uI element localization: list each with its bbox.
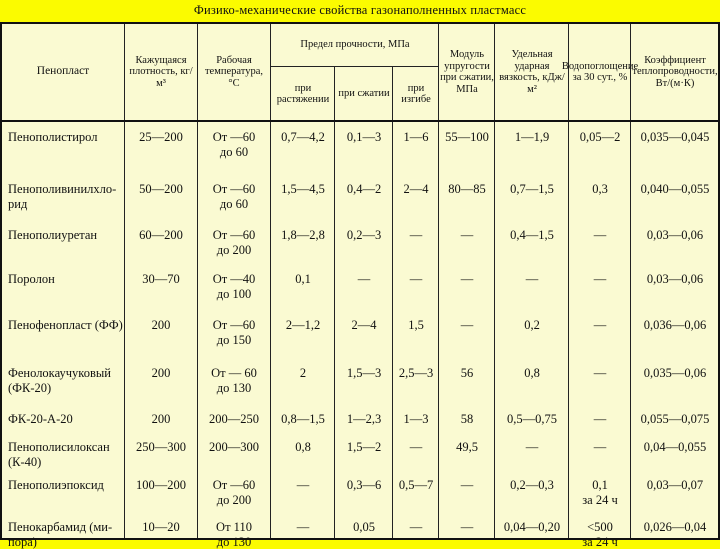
cell-water-absorption: — bbox=[593, 272, 607, 286]
cell-temperature: 200—300 bbox=[209, 440, 259, 454]
row-material-name-cont: рид bbox=[8, 197, 28, 211]
cell-temperature-cont: до 60 bbox=[219, 197, 249, 211]
row-material-name: Фенолокаучуковый bbox=[8, 366, 111, 380]
cell-density: 10—20 bbox=[142, 520, 180, 534]
cell-temperature: От —40 bbox=[212, 272, 256, 286]
header-water-absorption: Водопоглощение за 30 сут., % bbox=[561, 60, 639, 83]
cell-compression: 0,05 bbox=[353, 520, 375, 534]
cell-density: 30—70 bbox=[142, 272, 180, 286]
cell-bending: — bbox=[409, 520, 423, 534]
header-modulus: Модуль упругости при сжатии, МПа bbox=[440, 49, 494, 95]
cell-modulus: — bbox=[460, 520, 474, 534]
cell-water-absorption-note: за 24 ч bbox=[582, 535, 618, 549]
col-divider bbox=[197, 24, 198, 538]
header-temperature: Рабочая температура, °С bbox=[204, 54, 264, 89]
col-divider bbox=[630, 24, 631, 538]
header-density: Кажущаяся плотность, кг/м³ bbox=[129, 54, 193, 89]
cell-temperature: От —60 bbox=[212, 130, 256, 144]
cell-compression: 0,1—3 bbox=[346, 130, 382, 144]
cell-temperature: От — 60 bbox=[211, 366, 257, 380]
cell-temperature: От —60 bbox=[212, 478, 256, 492]
cell-water-absorption: — bbox=[593, 228, 607, 242]
cell-impact: — bbox=[525, 272, 539, 286]
cell-water-absorption: — bbox=[593, 440, 607, 454]
cell-density: 200 bbox=[151, 412, 171, 426]
cell-temperature-cont: до 130 bbox=[216, 535, 252, 549]
cell-modulus: 49,5 bbox=[456, 440, 478, 454]
row-material-name-cont: (К-40) bbox=[8, 455, 42, 469]
cell-tension: — bbox=[296, 478, 310, 492]
row-material-name: Пенофенопласт (ФФ) bbox=[8, 318, 123, 332]
cell-conductivity: 0,035—0,045 bbox=[640, 130, 710, 144]
cell-bending: 1—6 bbox=[403, 130, 429, 144]
cell-water-absorption: <500 bbox=[587, 520, 613, 534]
cell-temperature: От 110 bbox=[216, 520, 252, 534]
col-divider bbox=[438, 24, 439, 538]
cell-compression: 0,4—2 bbox=[346, 182, 382, 196]
cell-compression: 2—4 bbox=[351, 318, 377, 332]
cell-temperature-cont: до 60 bbox=[219, 145, 249, 159]
cell-temperature-cont: до 200 bbox=[216, 493, 252, 507]
header-conductivity: Коэффициент теплопроводности, Вт/(м·К) bbox=[632, 54, 718, 89]
cell-conductivity: 0,03—0,06 bbox=[646, 228, 704, 242]
cell-conductivity: 0,040—0,055 bbox=[640, 182, 710, 196]
cell-tension: 2—1,2 bbox=[285, 318, 321, 332]
cell-conductivity: 0,03—0,07 bbox=[646, 478, 704, 492]
cell-tension: — bbox=[296, 520, 310, 534]
row-material-name: Пенополиуретан bbox=[8, 228, 98, 242]
cell-compression: 0,2—3 bbox=[346, 228, 382, 242]
subheader-divider bbox=[270, 66, 438, 67]
row-material-name: Пенокарбамид (ми- bbox=[8, 520, 113, 534]
cell-water-absorption: — bbox=[593, 366, 607, 380]
cell-conductivity: 0,03—0,06 bbox=[646, 272, 704, 286]
cell-impact: 0,5—0,75 bbox=[507, 412, 557, 426]
cell-temperature-cont: до 150 bbox=[216, 333, 252, 347]
cell-tension: 0,8—1,5 bbox=[281, 412, 325, 426]
col-divider bbox=[124, 24, 125, 538]
cell-conductivity: 0,035—0,06 bbox=[643, 366, 707, 380]
cell-bending: 1—3 bbox=[403, 412, 429, 426]
cell-compression: — bbox=[357, 272, 371, 286]
header-compression: при сжатии bbox=[338, 88, 390, 100]
cell-temperature: От —60 bbox=[212, 318, 256, 332]
cell-bending: 2—4 bbox=[403, 182, 429, 196]
cell-modulus: — bbox=[460, 272, 474, 286]
cell-impact: 0,2—0,3 bbox=[510, 478, 554, 492]
cell-water-absorption: 0,1 bbox=[592, 478, 608, 492]
row-material-name: Пенополисилоксан bbox=[8, 440, 110, 454]
cell-compression: 0,3—6 bbox=[346, 478, 382, 492]
cell-temperature-cont: до 100 bbox=[216, 287, 252, 301]
row-material-name: Пенополиэпоксид bbox=[8, 478, 104, 492]
cell-impact: 0,04—0,20 bbox=[503, 520, 561, 534]
row-material-name: Пенополистирол bbox=[8, 130, 98, 144]
col-divider bbox=[334, 66, 335, 538]
cell-water-absorption-note: за 24 ч bbox=[582, 493, 618, 507]
cell-bending: 1,5 bbox=[408, 318, 424, 332]
cell-modulus: 56 bbox=[460, 366, 474, 380]
cell-conductivity: 0,04—0,055 bbox=[643, 440, 707, 454]
cell-modulus: — bbox=[460, 318, 474, 332]
row-material-name-cont: (ФК-20) bbox=[8, 381, 52, 395]
cell-bending: — bbox=[409, 440, 423, 454]
cell-bending: — bbox=[409, 228, 423, 242]
cell-impact: 0,2 bbox=[524, 318, 540, 332]
header-strength: Предел прочности, МПа bbox=[300, 39, 410, 51]
table-title: Физико-механические свойства газонаполненных пластмасс bbox=[193, 3, 527, 17]
cell-modulus: 55—100 bbox=[445, 130, 489, 144]
cell-bending: — bbox=[409, 272, 423, 286]
cell-density: 200 bbox=[151, 366, 171, 380]
cell-modulus: — bbox=[460, 478, 474, 492]
cell-temperature: От —60 bbox=[212, 182, 256, 196]
cell-temperature-cont: до 200 bbox=[216, 243, 252, 257]
header-impact: Удельная ударная вязкость, кДж/м² bbox=[499, 49, 565, 95]
cell-compression: 1—2,3 bbox=[346, 412, 382, 426]
cell-modulus: 58 bbox=[460, 412, 474, 426]
row-material-name: Поролон bbox=[8, 272, 55, 286]
cell-water-absorption: 0,05—2 bbox=[579, 130, 621, 144]
header-divider bbox=[2, 120, 718, 122]
col-divider bbox=[270, 24, 271, 538]
cell-tension: 0,1 bbox=[295, 272, 311, 286]
cell-density: 200 bbox=[151, 318, 171, 332]
cell-temperature: От —60 bbox=[212, 228, 256, 242]
header-tension: при растяжении bbox=[276, 82, 330, 105]
cell-impact: 0,8 bbox=[524, 366, 540, 380]
cell-impact: 0,7—1,5 bbox=[510, 182, 554, 196]
cell-impact: 1—1,9 bbox=[514, 130, 550, 144]
cell-compression: 1,5—2 bbox=[346, 440, 382, 454]
cell-bending: 0,5—7 bbox=[398, 478, 434, 492]
cell-temperature-cont: до 130 bbox=[216, 381, 252, 395]
properties-table bbox=[0, 22, 720, 549]
cell-water-absorption: — bbox=[593, 318, 607, 332]
cell-density: 250—300 bbox=[136, 440, 186, 454]
cell-density: 60—200 bbox=[139, 228, 183, 242]
row-material-name: Пенополивинилхло- bbox=[8, 182, 117, 196]
col-divider bbox=[392, 66, 393, 538]
cell-impact: 0,4—1,5 bbox=[510, 228, 554, 242]
cell-conductivity: 0,055—0,075 bbox=[640, 412, 710, 426]
cell-impact: — bbox=[525, 440, 539, 454]
cell-conductivity: 0,026—0,04 bbox=[643, 520, 707, 534]
cell-density: 100—200 bbox=[136, 478, 186, 492]
row-material-name: ФК-20-А-20 bbox=[8, 412, 73, 426]
cell-modulus: 80—85 bbox=[448, 182, 486, 196]
cell-density: 50—200 bbox=[139, 182, 183, 196]
cell-temperature: 200—250 bbox=[209, 412, 259, 426]
cell-tension: 2 bbox=[299, 366, 307, 380]
cell-compression: 1,5—3 bbox=[346, 366, 382, 380]
cell-water-absorption: 0,3 bbox=[592, 182, 608, 196]
cell-bending: 2,5—3 bbox=[398, 366, 434, 380]
cell-density: 25—200 bbox=[139, 130, 183, 144]
cell-tension: 1,8—2,8 bbox=[281, 228, 325, 242]
cell-tension: 0,8 bbox=[295, 440, 311, 454]
col-divider bbox=[568, 24, 569, 538]
col-divider bbox=[494, 24, 495, 538]
cell-conductivity: 0,036—0,06 bbox=[643, 318, 707, 332]
cell-tension: 1,5—4,5 bbox=[281, 182, 325, 196]
header-bending: при изгибе bbox=[401, 82, 431, 105]
cell-modulus: — bbox=[460, 228, 474, 242]
row-material-name-cont: пора) bbox=[8, 535, 37, 549]
cell-tension: 0,7—4,2 bbox=[281, 130, 325, 144]
cell-water-absorption: — bbox=[593, 412, 607, 426]
header-material: Пенопласт bbox=[36, 65, 90, 78]
